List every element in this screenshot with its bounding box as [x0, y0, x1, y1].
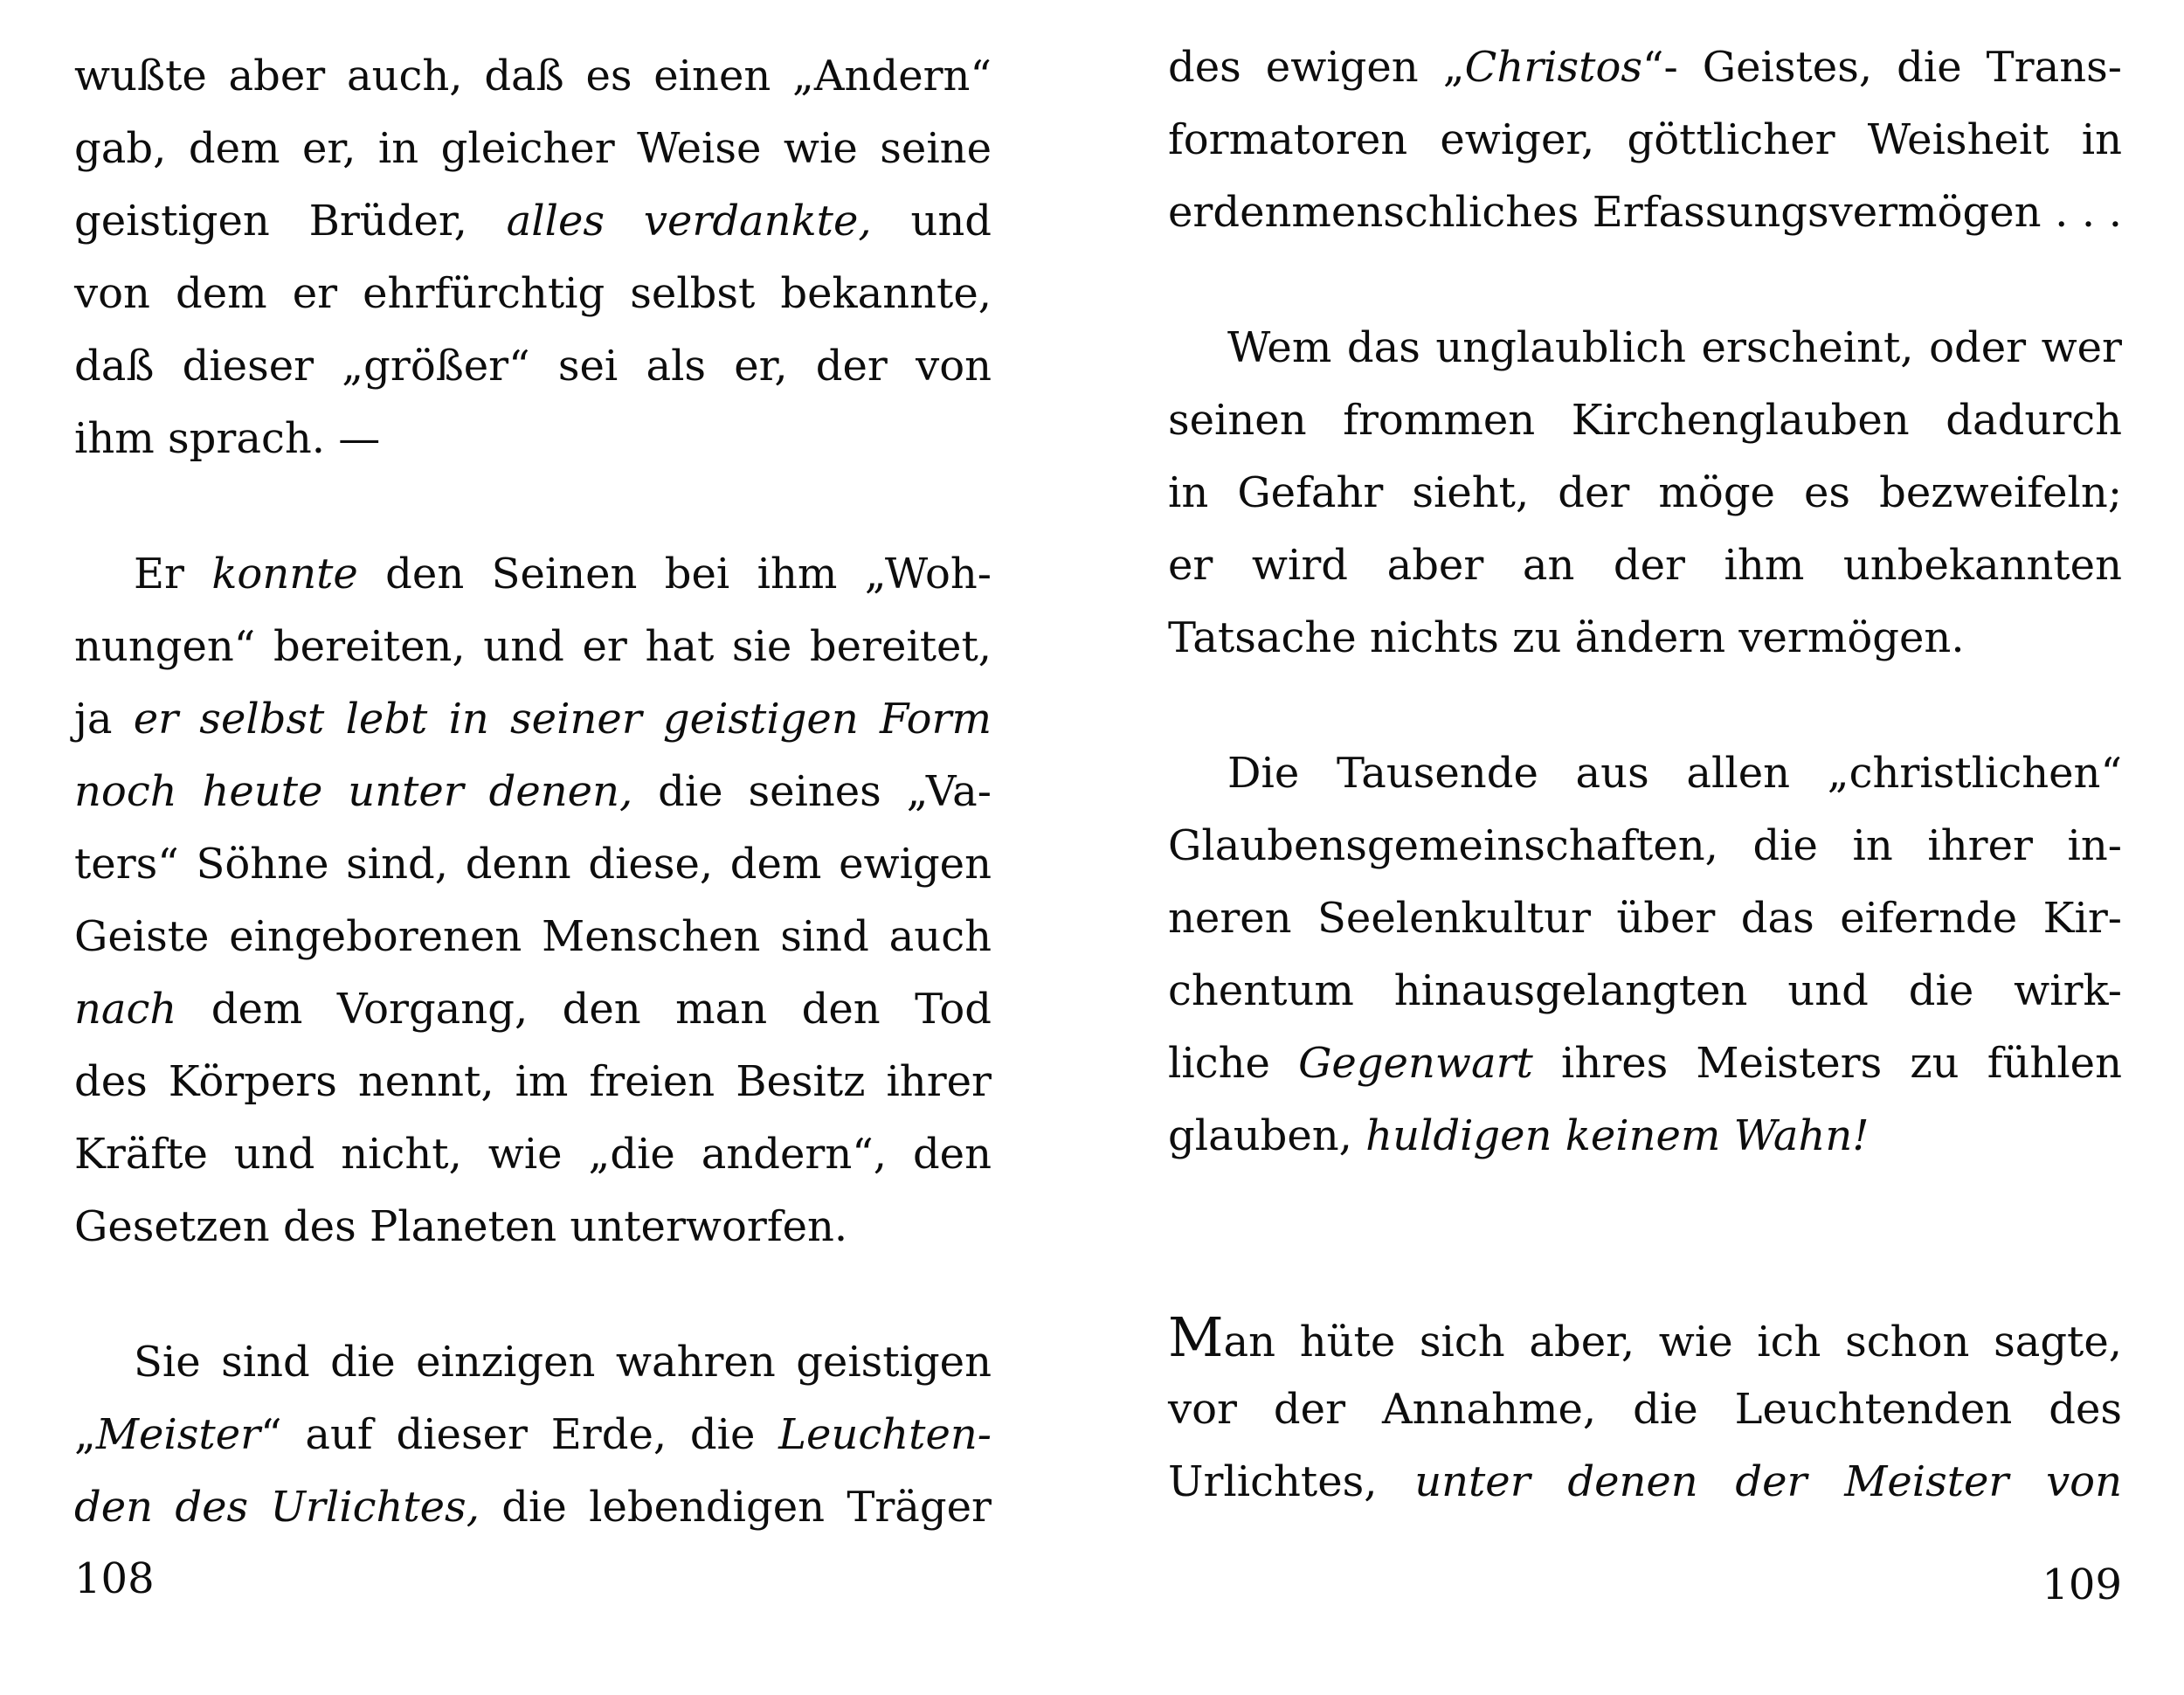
text-line — [1168, 1373, 2122, 1446]
text-segment: Meister — [95, 1410, 261, 1459]
text-segment: und — [871, 197, 992, 246]
text-segment: Urlichtes, — [1168, 1457, 1415, 1506]
text-segment: Sie sind die einzigen wahren geistigen — [134, 1338, 992, 1387]
text-segment: glauben, — [1168, 1111, 1366, 1160]
text-segment: Die Tausende aus allen „christlichen“ — [1227, 749, 2122, 798]
text-segment: nach — [74, 985, 177, 1034]
text-line — [1168, 882, 2122, 955]
text-segment: des ewigen „ — [1168, 43, 1465, 92]
text-line — [1168, 457, 2122, 529]
text-segment: die seines „Va- — [632, 767, 992, 816]
text-segment: des Körpers nennt, im freien Besitz ihrer — [74, 1057, 992, 1106]
text-segment: ters“ Söhne sind, denn diese, dem ewigen — [74, 840, 992, 889]
text-line — [74, 403, 992, 475]
text-segment: alles verdankte, — [506, 197, 872, 246]
text-segment: dem Vorgang, den man den Tod — [176, 985, 992, 1034]
text-segment: Geiste eingeborenen Menschen sind auch — [74, 912, 992, 961]
text-line — [74, 1118, 992, 1191]
text-line — [1168, 955, 2122, 1027]
page-number-left: 108 — [74, 1554, 155, 1603]
text-line — [74, 1046, 992, 1118]
text-segment: Gegenwart — [1298, 1039, 1533, 1088]
text-line — [74, 258, 992, 330]
text-line — [1168, 1100, 2122, 1173]
text-line — [1168, 104, 2122, 176]
text-line — [74, 330, 992, 403]
text-segment: geistigen Brüder, — [74, 197, 507, 246]
text-line — [1168, 602, 2122, 675]
text-line — [74, 1191, 992, 1263]
text-segment: den des Urlichtes, — [74, 1483, 480, 1532]
text-line — [1168, 737, 2122, 810]
text-line — [1168, 312, 2122, 384]
text-line — [74, 756, 992, 828]
text-segment: Tatsache nichts zu ändern vermögen. — [1168, 613, 1965, 662]
text-segment: “ auf dieser Erde, die — [260, 1410, 779, 1459]
text-line — [74, 185, 992, 258]
text-line — [74, 1326, 992, 1399]
paragraph — [74, 40, 992, 475]
text-segment: daß dieser „größer“ sei als er, der von — [74, 342, 992, 391]
text-segment: ja — [74, 695, 134, 744]
text-line — [1168, 176, 2122, 249]
text-segment: an hüte sich aber, wie ich schon sagte, — [1223, 1318, 2122, 1366]
text-segment: von dem er ehrfürchtig selbst bekannte, — [74, 269, 992, 318]
paragraph — [1168, 31, 2122, 249]
text-line — [1168, 1301, 2122, 1373]
text-segment: Wem das unglaublich erscheint, oder wer — [1227, 323, 2122, 372]
text-segment: er selbst lebt in seiner geistigen Form — [133, 695, 992, 744]
text-line — [1168, 384, 2122, 457]
paragraph — [1168, 737, 2122, 1173]
text-segment: „ — [74, 1410, 96, 1459]
text-line — [74, 683, 992, 756]
text-segment: chentum hinausgelangten und die wirk- — [1168, 966, 2122, 1015]
text-segment: er wird aber an der ihm unbekannten — [1168, 541, 2122, 590]
text-segment: huldigen keinem Wahn! — [1365, 1111, 1870, 1160]
text-segment: unter denen der Meister von — [1414, 1457, 2122, 1506]
text-segment: Er — [134, 550, 212, 598]
text-segment: die lebendigen Träger — [479, 1483, 992, 1532]
text-segment: konnte — [211, 550, 358, 598]
text-line — [74, 1399, 992, 1471]
text-line — [74, 828, 992, 901]
text-segment: “- Geistes, die Trans- — [1641, 43, 2122, 92]
text-segment: gab, dem er, in gleicher Weise wie seine — [74, 124, 992, 173]
text-segment: liche — [1168, 1039, 1299, 1088]
text-line — [74, 611, 992, 683]
text-segment: seinen frommen Kirchenglauben dadurch — [1168, 396, 2122, 445]
text-segment: noch heute unter denen, — [74, 767, 633, 816]
text-segment: Kräfte und nicht, wie „die andern“, den — [74, 1130, 992, 1179]
text-segment: Leuchten- — [778, 1410, 992, 1459]
book-page-left — [74, 40, 992, 1544]
text-line — [1168, 529, 2122, 602]
text-segment: erdenmenschliches Erfassungsvermögen . . . — [1168, 188, 2122, 237]
book-page-right — [1168, 31, 2122, 1519]
paragraph — [1168, 312, 2122, 675]
text-line — [1168, 1027, 2122, 1100]
text-segment: formatoren ewiger, göttlicher Weisheit in — [1168, 115, 2122, 164]
text-line — [1168, 810, 2122, 882]
text-line — [1168, 31, 2122, 104]
text-line — [74, 113, 992, 185]
text-segment: M — [1168, 1305, 1224, 1369]
text-line — [74, 901, 992, 973]
page-number-right: 109 — [2042, 1560, 2122, 1609]
text-segment: wußte aber auch, daß es einen „Andern“ — [74, 52, 992, 100]
page-left-text — [74, 40, 992, 1544]
text-line — [74, 538, 992, 611]
page-right-text — [1168, 31, 2122, 1519]
paragraph — [74, 1326, 992, 1544]
text-segment: Christos — [1464, 43, 1642, 92]
text-segment: in Gefahr sieht, der möge es bezweifeln; — [1168, 468, 2122, 517]
text-line — [74, 973, 992, 1046]
text-line — [1168, 1446, 2122, 1519]
paragraph — [1168, 1301, 2122, 1519]
text-segment: vor der Annahme, die Leuchtenden des — [1168, 1385, 2122, 1434]
text-line — [74, 1471, 992, 1544]
text-segment: den Seinen bei ihm „Woh- — [357, 550, 992, 598]
text-line — [74, 40, 992, 113]
text-segment: Gesetzen des Planeten unterworfen. — [74, 1202, 848, 1251]
paragraph — [74, 538, 992, 1263]
text-segment: ihm sprach. — — [74, 414, 381, 463]
text-segment: neren Seelenkultur über das eifernde Kir- — [1168, 894, 2122, 943]
text-segment: Glaubensgemeinschaften, die in ihrer in- — [1168, 821, 2122, 870]
text-segment: nungen“ bereiten, und er hat sie bereitet, — [74, 622, 992, 671]
text-segment: ihres Meisters zu fühlen — [1532, 1039, 2122, 1088]
